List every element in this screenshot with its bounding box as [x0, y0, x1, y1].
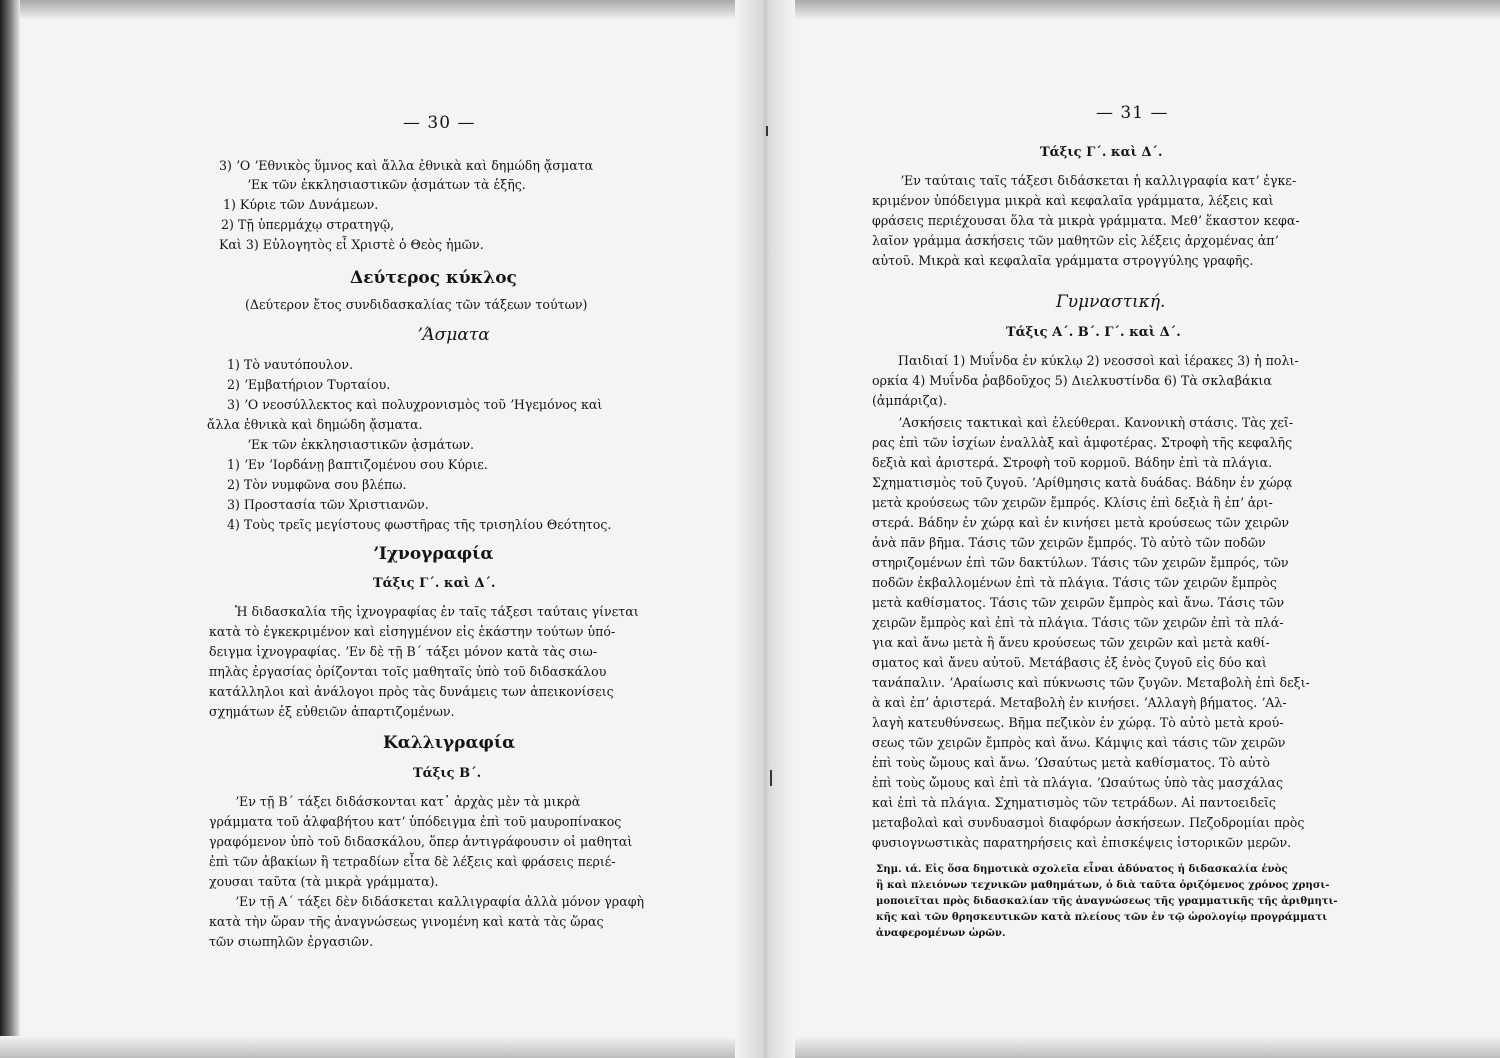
- page-number: — 31 —: [1096, 103, 1169, 123]
- text-line: ʼΕκ τῶν ἐκκλησιαστικῶν ᾀσμάτων τὰ ἑξῆς.: [247, 177, 526, 192]
- footnote-line: μοποιεῖται πρὸς διδασκαλίαν τῆς ἀναγνώσεως τῆς γραμματικῆς τῆς ἀριθμητι-: [876, 895, 1338, 907]
- paragraph-line: ἀνὰ πᾶν βῆμα. Τάσις τῶν χειρῶν ἔμπρός. Τὸ αὐτὸ τῶν ποδῶν: [872, 535, 1266, 550]
- paragraph-line: σχημάτων ἐξ εὐθειῶν ἀπαρτιζομένων.: [209, 704, 455, 719]
- section-heading: Δεύτερος κύκλος: [350, 268, 517, 288]
- list-item: 2) Τὸν νυμφῶνα σου βλέπω.: [227, 477, 407, 492]
- paragraph-line: ʼΕν ταύταις ταῖς τάξεσι διδάσκεται ἡ καλλιγραφία κατʼ ἐγκε-: [900, 173, 1297, 188]
- paragraph-line: ἐπὶ τοὺς ὤμους καὶ ἄνω. ʼΩσαύτως μετὰ καθίσματος. Τὸ αὐτὸ: [872, 755, 1270, 770]
- section-subheading: Τάξις Α΄. Β΄. Γ΄. καὶ Δ΄.: [1006, 325, 1181, 340]
- section-heading: Καλλιγραφία: [383, 733, 516, 753]
- paragraph-line: κατὰ τὸ ἐγκεκριμένον καὶ εἰσηγμένον εἰς ἑκάστην τούτων ὑπό-: [209, 624, 616, 639]
- paragraph-line: καὶ ἐπὶ τὰ πλάγια. Σχηματισμὸς τῶν τετράδων. Αἱ παντοειδεῖς: [872, 795, 1276, 810]
- list-item: 2) ʼΕμβατήριον Τυρταίου.: [227, 377, 391, 392]
- paragraph-line: μετὰ καθίσματος. Τάσις τῶν χειρῶν ἔμπρὸς καὶ ἄνω. Τάσις τῶν: [872, 595, 1285, 610]
- book-gutter: [735, 0, 795, 1058]
- paragraph-line: χειρῶν ἔμπρὸς καὶ ἐπὶ τὰ πλάγια. Τάσις τῶν χειρῶν ἐπὶ τὰ πλά-: [872, 615, 1284, 630]
- paragraph-line: φυσιογνωστικὰς παρατηρήσεις καὶ ἐπισκέψεις ἱστορικῶν μερῶν.: [872, 835, 1292, 850]
- paragraph-line: σματος καὶ ἄνευ αὐτοῦ. Μετάβασις ἐξ ἑνὸς ζυγοῦ εἰς δύο καὶ: [872, 655, 1267, 670]
- gutter-mark: [766, 126, 768, 136]
- paragraph-line: ποδῶν ἐκβαλλομένων ἐπὶ τὰ πλάγια. Τάσις τῶν χειρῶν ἔμπρὸς: [872, 575, 1277, 590]
- paragraph-line: ʼΕν τῇ Β΄ τάξει διδάσκονται κατ᾽ ἀρχὰς μὲν τὰ μικρὰ: [235, 794, 581, 809]
- paragraph-line: σεως τῶν χειρῶν ἔμπρὸς καὶ ἄνω. Κάμψις καὶ τάσις τῶν χειρῶν: [872, 735, 1286, 750]
- paragraph-line: Ἡ διδασκαλία τῆς ἰχνογραφίας ἐν ταῖς τάξεσι ταύταις γίνεται: [235, 604, 639, 619]
- paragraph-line: κατὰ τὴν ὥραν τῆς ἀναγνώσεως γινομένη καὶ κατὰ τὰς ὥρας: [209, 914, 604, 929]
- gutter-mark: [770, 770, 772, 786]
- list-item: 4) Τοὺς τρεῖς μεγίστους φωστῆρας τῆς τρισηλίου Θεότητος.: [227, 517, 612, 532]
- footnote-line: κῆς καὶ τῶν θρησκευτικῶν κατὰ πλείους τῶν ἐν τῷ ὡρολογίῳ προγράμματι: [876, 911, 1328, 923]
- section-subtitle: (Δεύτερον ἔτος συνδιδασκαλίας τῶν τάξεων τούτων): [245, 297, 588, 312]
- text-line: 3) ʼΟ ʼΕθνικὸς ὕμνος καὶ ἄλλα ἐθνικὰ καὶ δημώδη ᾄσματα: [219, 158, 594, 173]
- list-item: ʼΕκ τῶν ἐκκλησιαστικῶν ᾀσμάτων.: [247, 437, 475, 452]
- section-heading: ʼΆσματα: [417, 325, 490, 345]
- footnote-line: ἢ καὶ πλειόνων τεχνικῶν μαθημάτων, ὁ διὰ ταῦτα ὁριζόμενος χρόνος χρησι-: [876, 879, 1330, 891]
- paragraph-line: ὰ καὶ ἐπʼ ἀριστερά. Μεταβολὴ ἐν κινήσει. ʼΑλλαγὴ βήματος. ʼΑλ-: [872, 695, 1287, 710]
- page-number: — 30 —: [403, 113, 476, 133]
- list-item: 3) Προστασία τῶν Χριστιανῶν.: [227, 497, 429, 512]
- paragraph-line: τῶν σιωπηλῶν ἐργασιῶν.: [209, 934, 374, 949]
- section-subheading: Τάξις Γ΄. καὶ Δ΄.: [1040, 145, 1163, 160]
- scan-left-edge: [0, 0, 20, 1058]
- section-heading: ʼΙχνογραφία: [373, 544, 494, 564]
- list-item: ἄλλα ἐθνικὰ καὶ δημώδη ᾄσματα.: [207, 417, 423, 432]
- paragraph-line: φράσεις περιέχουσαι ὅλα τὰ μικρὰ γράμματα. Μεθʼ ἕκαστον κεφα-: [872, 213, 1300, 228]
- paragraph-line: ἐπὶ τοὺς ὤμους καὶ ἐπὶ τὰ πλάγια. ʼΩσαύτως ὑπὸ τὰς μασχάλας: [872, 775, 1283, 790]
- section-subheading: Τάξις Β΄.: [413, 766, 482, 781]
- text-line: Καὶ 3) Εὐλογητὸς εἶ Χριστὲ ὁ Θεὸς ἡμῶν.: [219, 237, 484, 252]
- paragraph-line: στηριζομένων ἐπὶ τῶν δακτύλων. Τάσις τῶν χειρῶν ἔμπρός, τῶν: [872, 555, 1289, 570]
- paragraph-line: (ἀμπάριζα).: [872, 393, 947, 408]
- paragraph-line: ʼΑσκήσεις τακτικαὶ καὶ ἐλεύθεραι. Κανονικὴ στάσις. Τὰς χεῖ-: [898, 415, 1294, 430]
- paragraph-line: ορκία 4) Μυΐνδα ῥαβδοῦχος 5) Διελκυστίνδα 6) Τὰ σκλαβάκια: [872, 373, 1272, 388]
- paragraph-line: ʼΕν τῇ Α΄ τάξει δὲν διδάσκεται καλλιγραφία ἀλλὰ μόνον γραφὴ: [235, 894, 645, 909]
- paragraph-line: δεξιὰ καὶ ἀριστερά. Στροφὴ τοῦ κορμοῦ. Βάδην ἐπὶ τὰ πλάγια.: [872, 455, 1273, 470]
- paragraph-line: αὐτοῦ. Μικρὰ καὶ κεφαλαῖα γράμματα στρογγύλης γραφῆς.: [872, 253, 1254, 268]
- paragraph-line: μεταβολαὶ καὶ συνδυασμοὶ διαφόρων ἀσκήσεων. Πεζοδρομίαι πρὸς: [872, 815, 1305, 830]
- list-item: 1) Τὸ ναυτόπουλον.: [227, 357, 354, 372]
- paragraph-line: μετὰ κρούσεως τῶν χειρῶν ἔμπρός. Κλίσις ἐπὶ δεξιὰ ἢ ἐπʼ ἀρι-: [872, 495, 1273, 510]
- paragraph-line: γράμματα τοῦ ἀλφαβήτου κατʼ ὑπόδειγμα ἐπὶ τοῦ μαυροπίνακος: [209, 814, 622, 829]
- paragraph-line: Σχηματισμὸς τοῦ ζυγοῦ. ʼΑρίθμησις κατὰ δυάδας. Βάδην ἐν χώρᾳ: [872, 475, 1293, 490]
- paragraph-line: κατάλληλοι καὶ ἀνάλογοι πρὸς τὰς δυνάμεις των ἀπεικονίσεις: [209, 684, 614, 699]
- paragraph-line: ἐπὶ τῶν ἀβακίων ἢ τετραδίων εἶτα δὲ λέξεις καὶ φράσεις περιέ-: [209, 854, 616, 869]
- paragraph-line: Παιδιαί 1) Μυΐνδα ἐν κύκλῳ 2) νεοσσοὶ καὶ ἱέρακες 3) ἡ πολι-: [898, 353, 1299, 368]
- paragraph-line: στερά. Βάδην ἐν χώρᾳ καὶ ἐν κινήσει μετὰ κρούσεως τῶν χειρῶν: [872, 515, 1290, 530]
- footnote-line: Σημ. ιά. Εἰς ὅσα δημοτικὰ σχολεῖα εἶναι ἀδύνατος ἡ διδασκαλία ἑνὸς: [876, 863, 1288, 875]
- paragraph-line: ρας ἐπὶ τῶν ἰσχίων ἐναλλὰξ καὶ ἀμφοτέρας. Στροφὴ τῆς κεφαλῆς: [872, 435, 1293, 450]
- list-item: 1) ʼΕν ʼΙορδάνῃ βαπτιζομένου σου Κύριε.: [227, 457, 488, 472]
- paragraph-line: για καὶ ἄνω μετὰ ἢ ἄνευ κρούσεως τῶν χειρῶν καὶ μετὰ καθί-: [872, 635, 1270, 650]
- paragraph-line: λαῖον γράμμα ἀσκήσεις τῶν μαθητῶν εἰς λέξεις ἀρχομένας ἀπʼ: [872, 233, 1279, 248]
- section-subheading: Τάξις Γ΄. καὶ Δ΄.: [373, 576, 496, 591]
- text-line: 1) Κύριε τῶν Δυνάμεων.: [223, 197, 379, 212]
- paragraph-line: τανάπαλιν. ʼΑραίωσις καὶ πύκνωσις τῶν ζυγῶν. Μεταβολὴ ἐπὶ δεξι-: [872, 675, 1310, 690]
- list-item: 3) ʼΟ νεοσύλλεκτος καὶ πολυχρονισμὸς τοῦ ʼΗγεμόνος καὶ: [227, 397, 603, 412]
- section-heading: Γυμναστική.: [1056, 292, 1166, 312]
- paragraph-line: δειγμα ἰχνογραφίας. ʼΕν δὲ τῇ Β΄ τάξει μόνον κατὰ τὰς σιω-: [209, 644, 598, 659]
- paragraph-line: γραφόμενον ὑπὸ τοῦ διδασκάλου, ὅπερ ἀντιγράφουσιν οἱ μαθηταὶ: [209, 834, 633, 849]
- text-line: 2) Τῇ ὑπερμάχῳ στρατηγῷ,: [221, 217, 395, 232]
- paragraph-line: λαγὴ κατευθύνσεως. Βῆμα πεζικὸν ἐν χώρᾳ. Τὸ αὐτὸ μετὰ κρού-: [872, 715, 1284, 730]
- paragraph-line: πηλὰς ἐργασίας ὁρίζονται τοῖς μαθηταῖς ὑπὸ τοῦ διδασκάλου: [209, 664, 607, 679]
- paragraph-line: χουσαι ταῦτα (τὰ μικρὰ γράμματα).: [209, 874, 439, 889]
- footnote-line: ἀναφερομένων ὡρῶν.: [876, 927, 1006, 939]
- paragraph-line: κριμένον ὑπόδειγμα μικρὰ καὶ κεφαλαῖα γράμματα, λέξεις καὶ: [872, 193, 1274, 208]
